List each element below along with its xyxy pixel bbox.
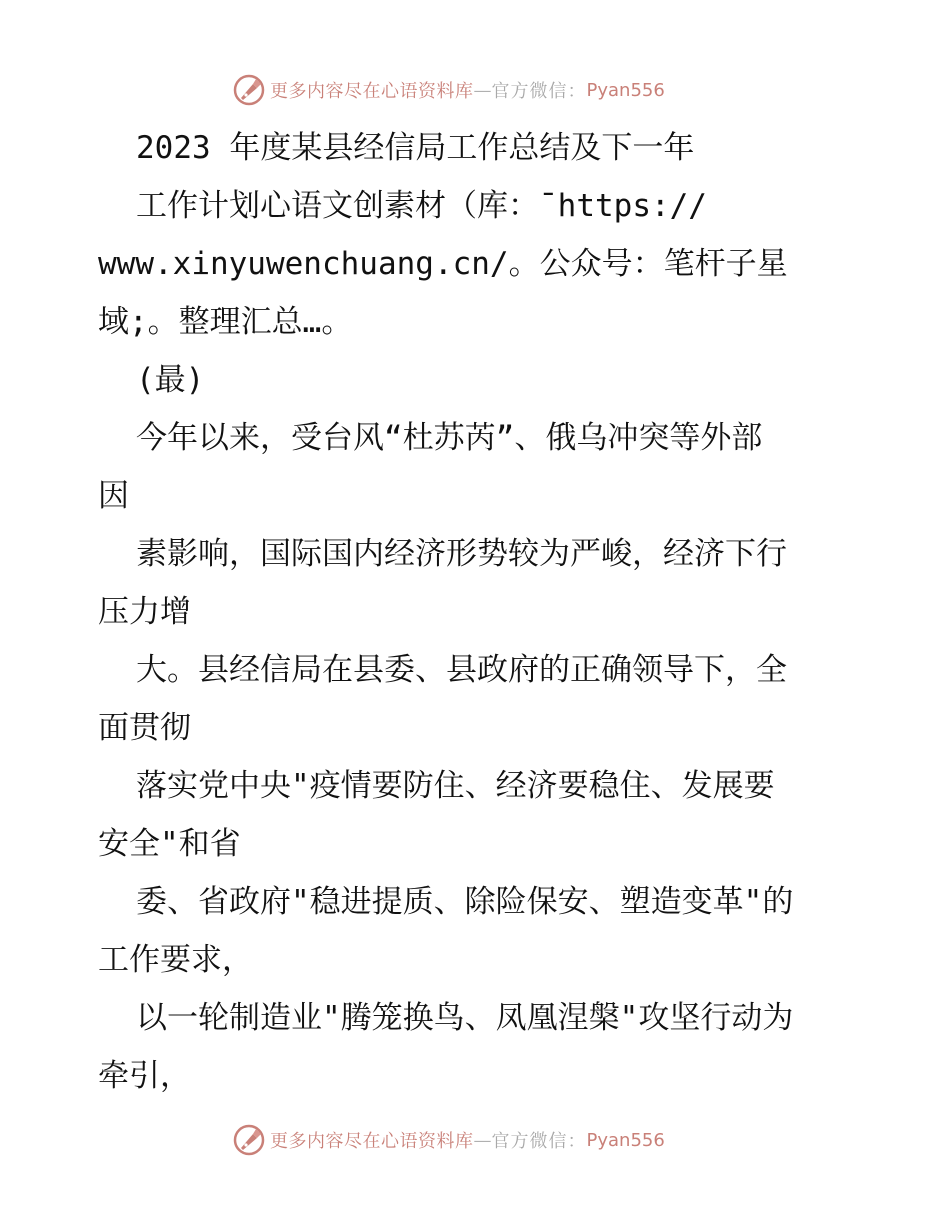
watermark-separator: — <box>473 1129 492 1151</box>
document-title-line-1: 2023 年度某县经信局工作总结及下一年 <box>136 130 695 166</box>
paragraph-line: 工作要求， <box>98 942 253 978</box>
watermark-wechat-label: 官方微信： <box>491 81 587 102</box>
document-title-line-3: www.xinyuwenchuang.cn/。公众号：笔杆子星 <box>98 246 788 282</box>
watermark-separator: — <box>473 79 492 101</box>
paragraph-line: 大。县经信局在县委、县政府的正确领导下，全 <box>136 652 787 688</box>
pen-nib-logo-icon <box>232 1123 266 1157</box>
watermark-wechat-id: Pyan556 <box>586 79 665 101</box>
watermark-site-name: 更多内容尽在心语资料库 <box>270 1131 474 1152</box>
paragraph-line: 安全"和省 <box>98 826 241 862</box>
header-watermark <box>232 72 752 108</box>
watermark-wechat-label: 官方微信： <box>491 1131 587 1152</box>
paragraph-line: 以一轮制造业"腾笼换鸟、凤凰涅槃"攻坚行动为 <box>136 1000 794 1036</box>
paragraph-line: 委、省政府"稳进提质、除险保安、塑造变革"的 <box>136 884 794 920</box>
paragraph-line: (最) <box>136 362 205 398</box>
paragraph-line: 落实党中央"疫情要防住、经济要稳住、发展要 <box>136 768 775 804</box>
paragraph-line: 素影响，国际国内经济形势较为严峻，经济下行 <box>136 536 787 572</box>
watermark-site-name: 更多内容尽在心语资料库 <box>270 81 474 102</box>
footer-watermark <box>232 1122 752 1158</box>
paragraph-line: 牵引， <box>98 1058 191 1094</box>
paragraph-line: 今年以来，受台风“杜苏芮”、俄乌冲突等外部 <box>136 420 763 456</box>
paragraph-line: 压力增 <box>98 594 191 630</box>
watermark-wechat-id: Pyan556 <box>586 1129 665 1151</box>
paragraph-line: 因 <box>98 478 129 514</box>
pen-nib-logo-icon <box>232 73 266 107</box>
document-title-line-4: 域;。整理汇总…。 <box>98 304 353 340</box>
paragraph-line: 面贯彻 <box>98 710 191 746</box>
document-title-line-2: 工作计划心语文创素材（库：¯https:// <box>136 188 707 224</box>
